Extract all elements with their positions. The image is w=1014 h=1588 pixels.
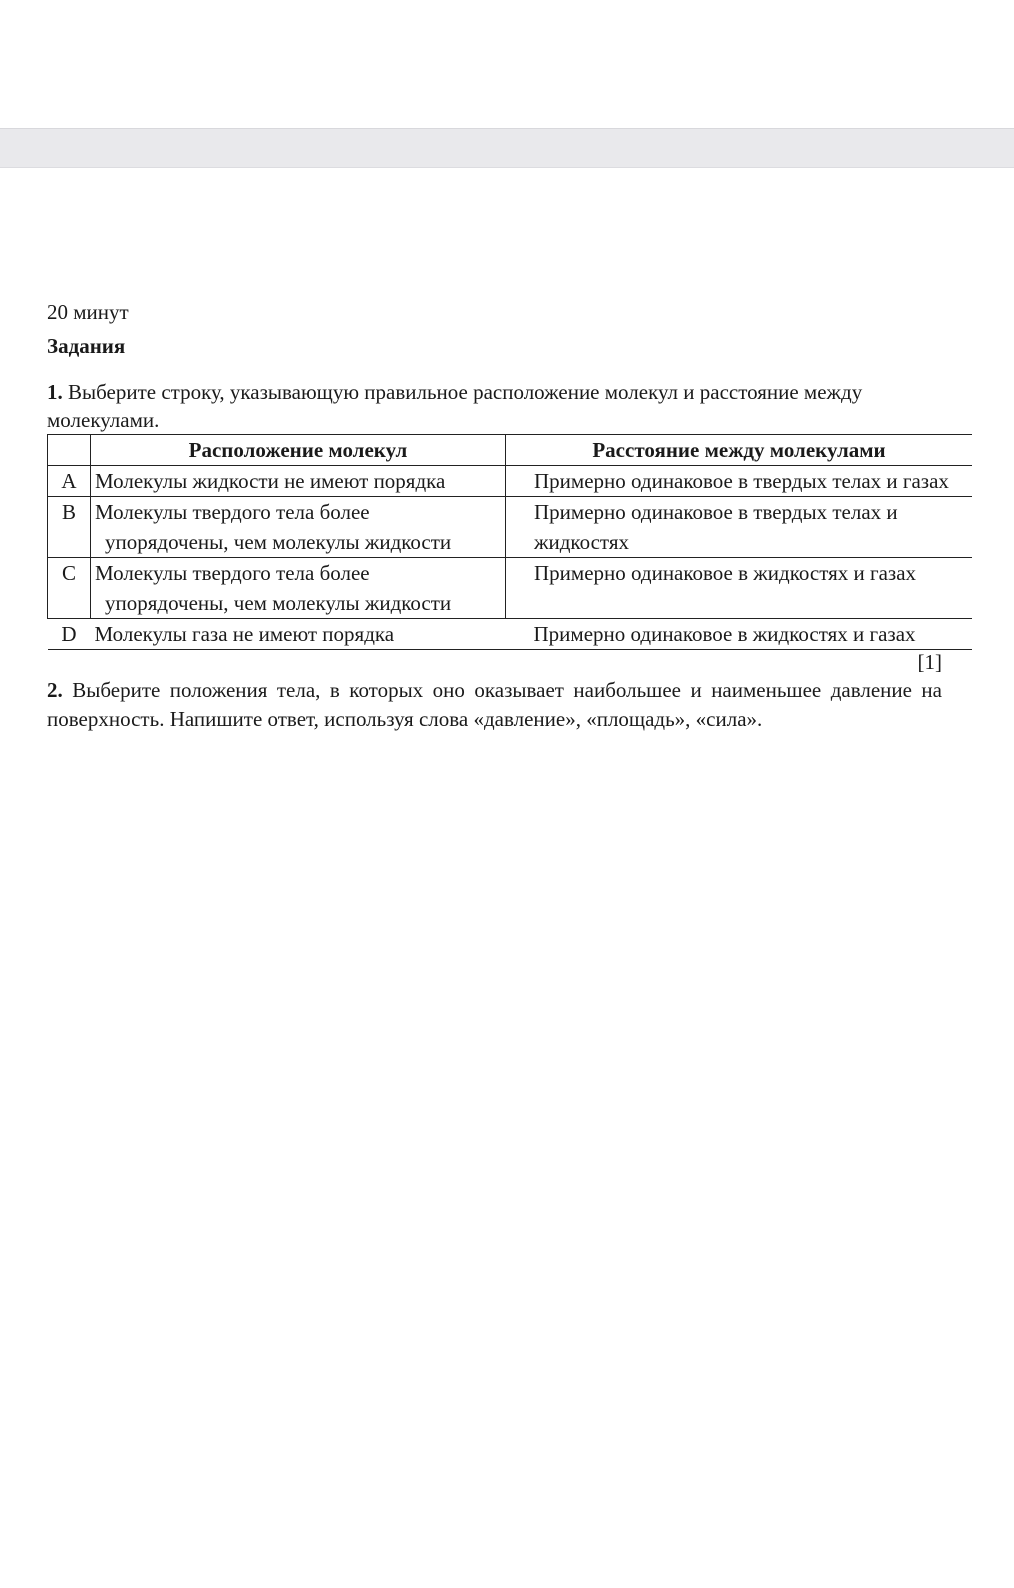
question-2-text: Выберите положения тела, в которых оно оказывает наибольшее и наименьшее давление на поверхность. Напишите ответ, используя слова «давление», «площадь», «сила». bbox=[47, 678, 942, 731]
question-1 bbox=[47, 378, 972, 434]
row-letter: D bbox=[48, 619, 91, 650]
row-letter: A bbox=[48, 466, 91, 497]
row-arrangement: Молекулы жидкости не имеют порядка bbox=[91, 466, 506, 497]
row-distance: Примерно одинаковое в жидкостях и газах bbox=[506, 619, 973, 650]
table-row bbox=[48, 619, 973, 650]
top-toolbar-band bbox=[0, 128, 1014, 168]
answer-options-table bbox=[47, 434, 972, 650]
row-letter: B bbox=[48, 497, 91, 558]
time-limit: 20 минут bbox=[47, 300, 129, 324]
row-distance: Примерно одинаковое в твердых телах и газах bbox=[506, 466, 973, 497]
row-arrangement: Молекулы твердого тела более упорядочены, чем молекулы жидкости bbox=[91, 497, 506, 558]
question-1-text: Выберите строку, указывающую правильное расположение молекул и расстояние между молекулами. bbox=[47, 380, 863, 432]
row-distance: Примерно одинаковое в твердых телах и жидкостях bbox=[506, 497, 973, 558]
question-1-number: 1. bbox=[47, 380, 63, 404]
header-arrangement: Расположение молекул bbox=[91, 435, 506, 466]
question-2-number: 2. bbox=[47, 678, 63, 702]
section-heading: Задания bbox=[47, 334, 126, 358]
table-row bbox=[48, 497, 973, 558]
table-header-row bbox=[48, 435, 973, 466]
score-mark: [1] bbox=[917, 650, 942, 674]
question-2 bbox=[47, 676, 972, 734]
row-arrangement: Молекулы газа не имеют порядка bbox=[91, 619, 506, 650]
table-row bbox=[48, 558, 973, 619]
table-row bbox=[48, 466, 973, 497]
header-distance: Расстояние между молекулами bbox=[506, 435, 973, 466]
document-body bbox=[47, 298, 972, 734]
row-distance: Примерно одинаковое в жидкостях и газах bbox=[506, 558, 973, 619]
header-letter bbox=[48, 435, 91, 466]
row-arrangement: Молекулы твердого тела более упорядочены, чем молекулы жидкости bbox=[91, 558, 506, 619]
row-letter: C bbox=[48, 558, 91, 619]
